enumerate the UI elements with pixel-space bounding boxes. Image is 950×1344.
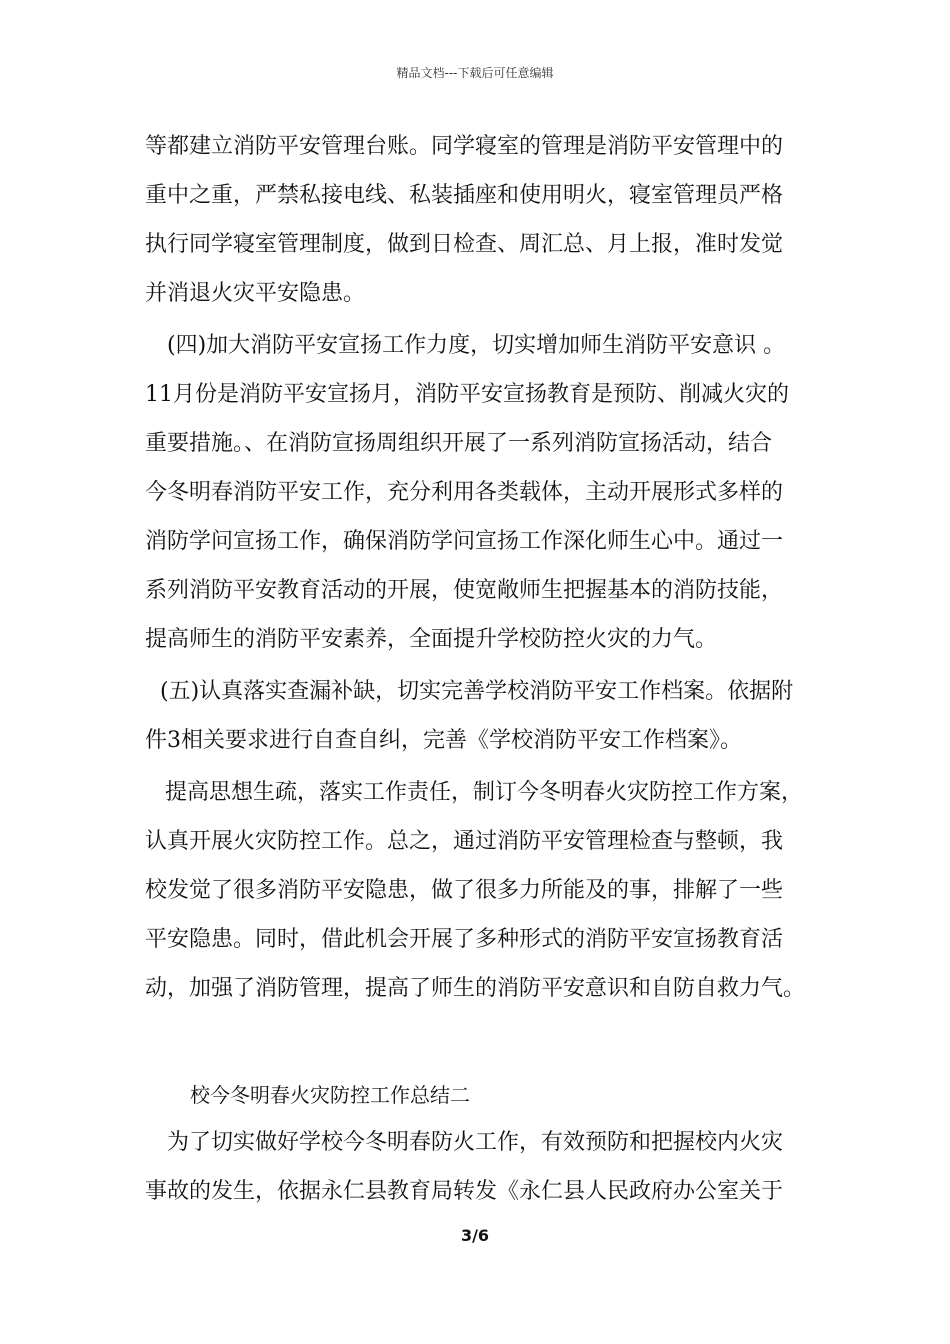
paragraph-line: (四)加大消防平安宣扬工作力度，切实增加师生消防平安意识 。: [167, 333, 786, 358]
paragraph-line: 执行同学寝室管理制度，做到日检查、周汇总、月上报，准时发觉: [145, 232, 784, 257]
paragraph-line: 重要措施。、在消防宣扬周组织开展了一系列消防宣扬活动，结合: [145, 431, 773, 456]
paragraph-line: 今冬明春消防平安工作，充分利用各类载体，主动开展形式多样的: [145, 480, 784, 505]
paragraph-line: (五)认真落实查漏补缺，切实完善学校消防平安工作档案。依据附: [160, 679, 794, 704]
paragraph-line: 并消退火灾平安隐患。: [145, 281, 366, 306]
paragraph-line: 平安隐患。同时，借此机会开展了多种形式的消防平安宣扬教育活: [145, 927, 784, 952]
paragraph-line: 事故的发生，依据永仁县教育局转发《永仁县人民政府办公室关于: [145, 1179, 784, 1204]
page-header: 精品文档---下载后可任意编辑: [396, 66, 554, 80]
page-number: 3/6: [460, 1226, 490, 1245]
paragraph-line: 等都建立消防平安管理台账。同学寝室的管理是消防平安管理中的: [145, 134, 784, 159]
paragraph-line: 系列消防平安教育活动的开展，使宽敞师生把握基本的消防技能，: [145, 578, 784, 603]
section-heading: 校今冬明春火灾防控工作总结二: [190, 1083, 470, 1107]
paragraph-line: 为了切实做好学校今冬明春防火工作，有效预防和把握校内火灾: [167, 1130, 784, 1155]
paragraph-line: 提高师生的消防平安素养，全面提升学校防控火灾的力气。: [145, 627, 718, 652]
paragraph-line: 动，加强了消防管理，提高了师生的消防平安意识和自防自救力气。: [145, 976, 806, 1001]
paragraph-line: 重中之重，严禁私接电线、私装插座和使用明火，寝室管理员严格: [145, 183, 784, 208]
paragraph-line: 消防学问宣扬工作，确保消防学问宣扬工作深化师生心中。通过一: [145, 529, 784, 554]
paragraph-line: 11月份是消防平安宣扬月，消防平安宣扬教育是预防、削减火灾的: [145, 382, 789, 407]
paragraph-line: 校发觉了很多消防平安隐患，做了很多力所能及的事，排解了一些: [145, 878, 784, 903]
paragraph-line: 提高思想生疏，落实工作责任，制订今冬明春火灾防控工作方案，: [165, 780, 804, 805]
paragraph-line: 件3相关要求进行自查自纠，完善《学校消防平安工作档案》。: [145, 728, 742, 753]
paragraph-line: 认真开展火灾防控工作。总之，通过消防平安管理检查与整顿，我: [145, 829, 784, 854]
